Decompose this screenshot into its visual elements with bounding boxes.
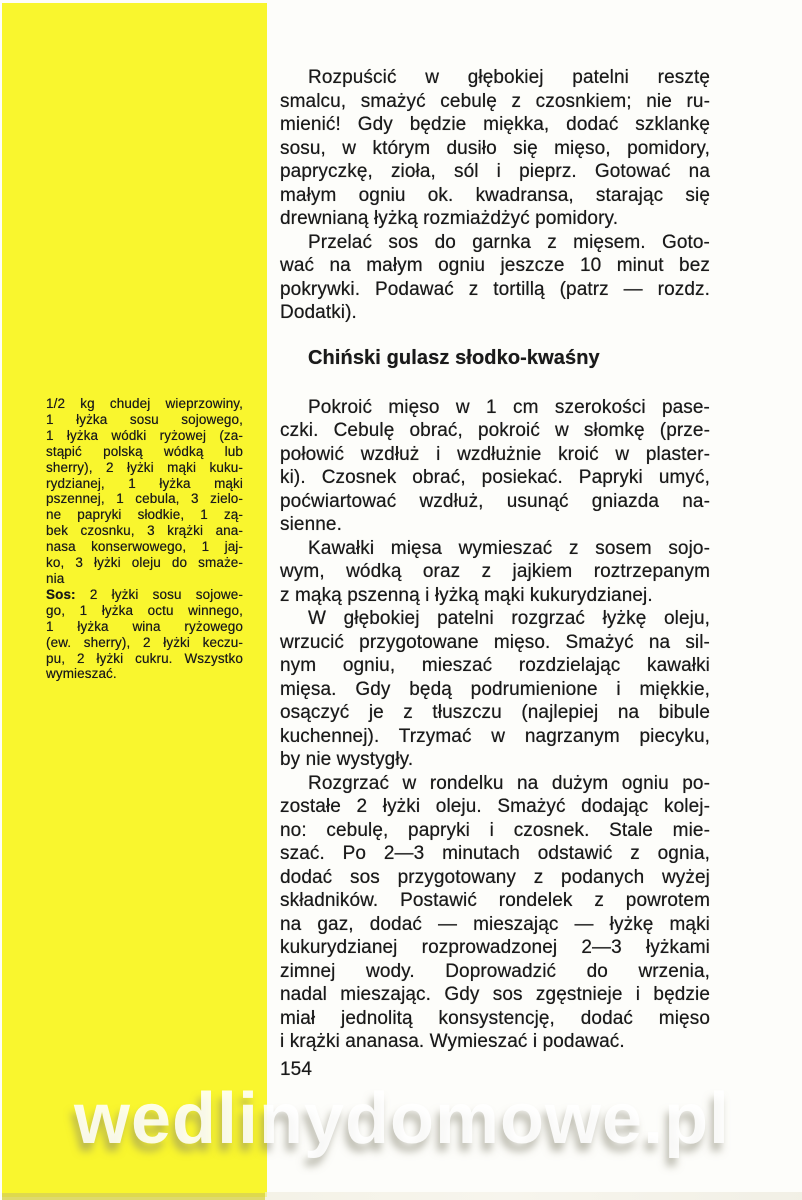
- text-line: by nie wystygły.: [280, 749, 414, 770]
- page-bottom-edge-yellow: [2, 1193, 265, 1200]
- text-line: ki). Czosnek obrać, posiekać. Papryki umyć,: [280, 467, 710, 488]
- sauce-line: wymieszać.: [46, 666, 117, 682]
- text-line: sosu, w którym dusiło się mięso, pomidory,: [280, 137, 710, 159]
- text-line: no: cebulę, papryki i czosnek. Stale mie-: [280, 819, 710, 841]
- text-line: kukurydzianej rozprowadzonej 2—3 łyżkami: [280, 937, 710, 958]
- ingredients-line: pszennej, 1 cebula, 3 zielo-: [46, 491, 243, 507]
- ingredients-line: 1/2 kg chudej wieprzowiny,: [46, 396, 243, 411]
- text-line: i krążki ananasa. Wymieszać i podawać.: [280, 1031, 625, 1052]
- text-line: na gaz, dodać — mieszając — łyżkę mąki: [280, 913, 710, 935]
- text-line: Rozpuścić w głębokiej patelni resztę: [308, 67, 710, 88]
- paragraph-5: [280, 607, 710, 772]
- text-line: z mąką pszenną i łyżką mąki kukurydzianej.: [280, 584, 653, 606]
- text-line: Pokroić mięso w 1 cm szerokości pase-: [308, 396, 710, 418]
- sauce-first-line-text: 2 łyżki sosu sojowe-: [75, 586, 243, 602]
- recipe-text-column: [280, 66, 710, 1081]
- text-line: papryczkę, zioła, sól i pieprz. Gotować na: [280, 161, 710, 182]
- ingredients-sidebar: [46, 396, 243, 682]
- text-line: miał jednolitą konsystencję, dodać mięso: [280, 1007, 710, 1029]
- text-line: sienne.: [280, 514, 342, 535]
- watermark: wedlinydomowe.pl: [74, 1079, 731, 1159]
- sauce-line: (ew. sherry), 2 łyżki keczu-: [46, 634, 243, 650]
- ingredients-line: nia: [46, 570, 65, 586]
- text-line: wać na małym ogniu jeszcze 10 minut bez: [280, 255, 710, 276]
- text-line: wym, wódką oraz z jajkiem roztrzepanym: [280, 561, 710, 582]
- text-line: mienić! Gdy będzie miękka, dodać szklankę: [280, 114, 710, 135]
- text-line: kuchennej). Trzymać w nagrzanym piecyku,: [280, 725, 710, 747]
- paragraph-1: [280, 66, 710, 231]
- text-line: dodać sos przygotowany z podanych wyżej: [280, 866, 710, 888]
- ingredients-line: sherry), 2 łyżki mąki kuku-: [46, 459, 243, 475]
- paragraph-3: [280, 396, 710, 537]
- text-line: czki. Cebulę obrać, pokroić w słomkę (prze-: [280, 420, 710, 441]
- ingredients-line: 1 łyżka sosu sojowego,: [46, 411, 243, 427]
- text-line: pokrywki. Podawać z tortillą (patrz — rozdz.: [280, 278, 710, 300]
- text-line: szać. Po 2—3 minutach odstawić z ognia,: [280, 843, 710, 864]
- text-line: wrzucić przygotowane mięso. Smażyć na sil-: [280, 631, 710, 653]
- ingredients-line: stąpić polską wódką lub: [46, 443, 243, 459]
- text-line: poćwiartować wzdłuż, usunąć gniazda na-: [280, 490, 710, 512]
- sauce-lines: [46, 603, 243, 683]
- text-line: osączyć je z tłuszczu (najlepiej na bibule: [280, 702, 710, 723]
- paragraph-6: [280, 772, 710, 1054]
- recipe-title: Chiński gulasz słodko-kwaśny: [308, 346, 600, 369]
- ingredients-line: ne papryki słodkie, 1 zą-: [46, 507, 243, 523]
- text-line: Przelać sos do garnka z mięsem. Goto-: [308, 231, 710, 253]
- sauce-line: 1 łyżka wina ryżowego: [46, 618, 243, 634]
- sauce-instructions: [46, 587, 243, 682]
- text-line: składników. Postawić rondelek z powrotem: [280, 890, 710, 911]
- ingredients-line: bek czosnku, 3 krążki ana-: [46, 523, 243, 539]
- ingredients-line: nasa konserwowego, 1 jaj-: [46, 539, 243, 555]
- sauce-first-line: [46, 587, 243, 603]
- text-line: drewnianą łyżką rozmiażdżyć pomidory.: [280, 208, 619, 229]
- text-line: Dodatki).: [280, 302, 357, 323]
- text-line: W głębokiej patelni rozgrzać łyżkę oleju,: [308, 608, 710, 629]
- text-line: połowić wzdłuż i wzdłużnie kroić w plaster-: [280, 443, 710, 465]
- text-line: nadal mieszając. Gdy sos zgęstnieje i będzie: [280, 984, 710, 1005]
- text-line: mięsa. Gdy będą podrumienione i miękkie,: [280, 678, 710, 700]
- page-number: 154: [280, 1058, 313, 1080]
- paragraph-2: [280, 231, 710, 325]
- ingredients-line: rydzianej, 1 łyżka mąki: [46, 475, 243, 491]
- text-line: małym ogniu ok. kwadransa, starając się: [280, 184, 710, 206]
- ingredients-line: 1 łyżka wódki ryżowej (za-: [46, 427, 243, 443]
- page-bottom-edge-paper: [265, 1192, 802, 1200]
- text-line: Kawałki mięsa wymieszać z sosem sojo-: [308, 537, 710, 559]
- text-line: smalcu, smażyć cebulę z czosnkiem; nie ru-: [280, 90, 710, 112]
- paragraph-4: [280, 537, 710, 608]
- sauce-line: go, 1 łyżka octu winnego,: [46, 602, 243, 618]
- sauce-line: pu, 2 łyżki cukru. Wszystko: [46, 650, 243, 666]
- text-line: zostałe 2 łyżki oleju. Smażyć dodając kolej-: [280, 796, 710, 817]
- text-line: zimnej wody. Doprowadzić do wrzenia,: [280, 960, 710, 982]
- text-line: Rozgrzać w rondelku na dużym ogniu po-: [308, 772, 710, 794]
- ingredients-line: ko, 3 łyżki oleju do smaże-: [46, 555, 243, 571]
- sauce-label: Sos:: [46, 586, 76, 602]
- ingredients-list: [46, 396, 243, 587]
- text-line: nym ogniu, mieszać rozdzielając kawałki: [280, 655, 710, 676]
